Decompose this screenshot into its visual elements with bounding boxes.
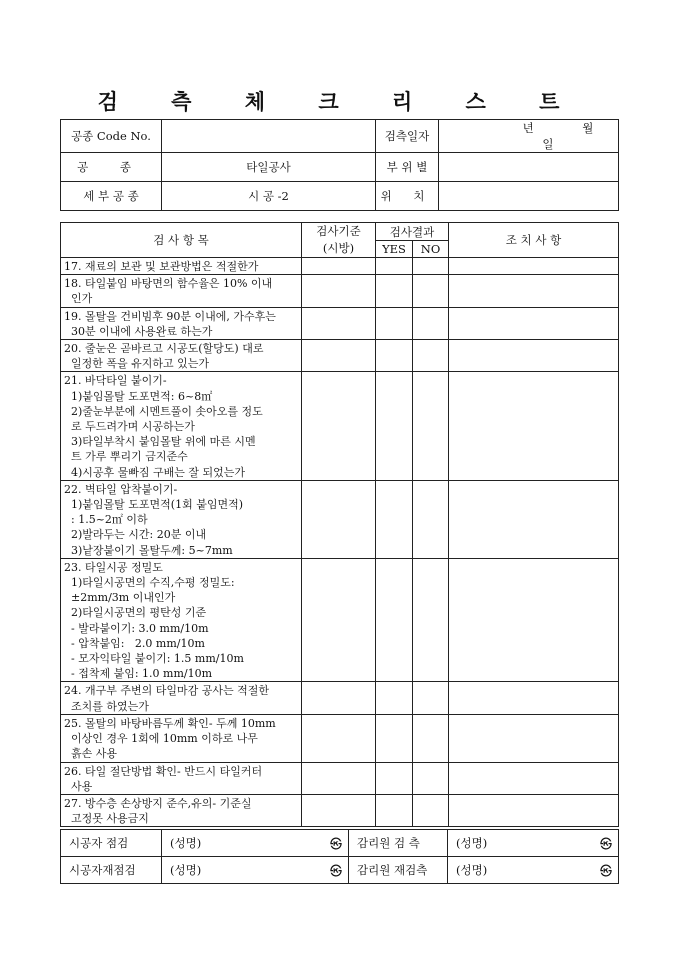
info-table [60, 119, 619, 211]
no-cell[interactable] [413, 258, 449, 275]
work-label: 공 종 [61, 153, 162, 182]
action-cell[interactable] [449, 340, 619, 372]
sign-name-4[interactable]: (성명) [448, 857, 532, 884]
standard-cell[interactable] [302, 794, 376, 826]
standard-cell[interactable] [302, 340, 376, 372]
table-row [61, 558, 619, 682]
yes-cell[interactable] [376, 258, 413, 275]
seal-icon: ㉿ [249, 857, 349, 884]
yes-cell[interactable] [376, 682, 413, 714]
inspection-table [60, 222, 619, 827]
standard-cell[interactable] [302, 275, 376, 307]
no-cell[interactable] [413, 682, 449, 714]
item-line: 20. 줄눈은 곧바르고 시공도(할당도) 대로 [64, 342, 264, 356]
inspection-item [61, 794, 302, 826]
no-cell[interactable] [413, 558, 449, 682]
item-line: 3)낱장붙이기 몰탈두께: 5~7mm [64, 543, 233, 557]
table-row [61, 480, 619, 558]
standard-cell[interactable] [302, 307, 376, 339]
date-label: 검측일자 [376, 120, 439, 153]
no-cell[interactable] [413, 762, 449, 794]
standard-cell[interactable] [302, 258, 376, 275]
inspection-item [61, 372, 302, 480]
month-label: 월 [582, 121, 594, 135]
item-line: - 모자익타일 붙이기: 1.5 mm/10m [64, 652, 244, 666]
item-line: 2)발라두는 시간: 20분 이내 [64, 528, 207, 542]
item-line: - 발라붙이기: 3.0 mm/10m [64, 621, 209, 635]
header-item: 검 사 항 목 [61, 223, 302, 258]
sign-name-2[interactable]: (성명) [448, 830, 532, 857]
yes-cell[interactable] [376, 340, 413, 372]
yes-cell[interactable] [376, 794, 413, 826]
item-line: 사용 [64, 779, 93, 793]
table-row [61, 258, 619, 275]
action-cell[interactable] [449, 682, 619, 714]
yes-cell[interactable] [376, 714, 413, 762]
table-row [61, 714, 619, 762]
header-yes: YES [376, 241, 413, 258]
work-value[interactable]: 타일공사 [162, 153, 376, 182]
item-line: 흙손 사용 [64, 747, 117, 761]
location-value[interactable] [439, 182, 619, 211]
table-row [61, 275, 619, 307]
item-line: 21. 바닥타일 붙이기- [64, 374, 167, 388]
yes-cell[interactable] [376, 307, 413, 339]
inspection-item [61, 340, 302, 372]
yes-cell[interactable] [376, 762, 413, 794]
inspection-item [61, 714, 302, 762]
yes-cell[interactable] [376, 372, 413, 480]
header-standard-2: (시방) [322, 241, 355, 255]
date-value[interactable] [439, 120, 619, 153]
item-line: 4)시공후 물빠짐 구배는 잘 되었는가 [64, 465, 246, 479]
no-cell[interactable] [413, 307, 449, 339]
item-line: 2)줄눈부분에 시멘트풀이 솟아오를 정도 [64, 404, 263, 418]
no-cell[interactable] [413, 372, 449, 480]
item-line: 17. 재료의 보관 및 보관방법은 적절한가 [64, 260, 259, 273]
action-cell[interactable] [449, 275, 619, 307]
no-cell[interactable] [413, 794, 449, 826]
item-line: 1)붙임몰탈 도포면적: 6~8㎡ [64, 389, 213, 403]
no-cell[interactable] [413, 714, 449, 762]
yes-cell[interactable] [376, 275, 413, 307]
seal-icon: ㉿ [532, 857, 619, 884]
yes-cell[interactable] [376, 480, 413, 558]
day-label: 일 [542, 137, 554, 151]
action-cell[interactable] [449, 372, 619, 480]
sign-name-1[interactable]: (성명) [162, 830, 249, 857]
header-action: 조 치 사 항 [449, 223, 619, 258]
action-cell[interactable] [449, 714, 619, 762]
standard-cell[interactable] [302, 762, 376, 794]
header-result: 검사결과 [376, 223, 449, 241]
no-cell[interactable] [413, 275, 449, 307]
item-line: 1)타일시공면의 수직,수평 정밀도: [64, 576, 235, 590]
standard-cell[interactable] [302, 480, 376, 558]
item-line: 조치를 하였는가 [64, 699, 149, 713]
year-label: 년 [522, 121, 534, 135]
sign-label-4: 감리원 재검측 [349, 857, 448, 884]
sign-label-1: 시공자 점검 [61, 830, 162, 857]
item-line: - 압착붙임: 2.0 mm/10m [64, 636, 205, 650]
item-line: 트 가루 뿌리기 금지준수 [64, 450, 188, 464]
table-row [61, 372, 619, 480]
item-line: 24. 개구부 주변의 타일마감 공사는 적절한 [64, 684, 269, 698]
item-line: 23. 타일시공 정밀도 [64, 560, 163, 574]
item-line: : 1.5~2㎡ 이하 [64, 513, 148, 527]
action-cell[interactable] [449, 480, 619, 558]
action-cell[interactable] [449, 307, 619, 339]
header-standard [302, 223, 376, 258]
inspection-item [61, 558, 302, 682]
no-cell[interactable] [413, 480, 449, 558]
standard-cell[interactable] [302, 558, 376, 682]
detail-value[interactable]: 시 공 -2 [162, 182, 376, 211]
sign-label-3: 시공자재점검 [61, 857, 162, 884]
sign-label-2: 감리원 검 측 [349, 830, 448, 857]
inspection-item [61, 275, 302, 307]
code-value[interactable] [162, 120, 376, 153]
item-line: 일정한 폭을 유지하고 있는가 [64, 357, 209, 371]
table-row [61, 307, 619, 339]
item-line: 2)타일시공면의 평탄성 기준 [64, 606, 207, 620]
table-row [61, 682, 619, 714]
table-row [61, 762, 619, 794]
part-label: 부 위 별 [376, 153, 439, 182]
header-standard-1: 검사기준 [316, 224, 361, 238]
code-label: 공종 Code No. [61, 120, 162, 153]
item-line: ±2mm/3m 이내인가 [64, 591, 176, 605]
no-cell[interactable] [413, 340, 449, 372]
seal-icon: ㉿ [532, 830, 619, 857]
inspection-item [61, 258, 302, 275]
table-row [61, 340, 619, 372]
sign-table [60, 829, 619, 884]
action-cell[interactable] [449, 762, 619, 794]
item-line: 25. 몰탈의 바탕바름두께 확인- 두께 10mm [64, 716, 276, 730]
standard-cell[interactable] [302, 372, 376, 480]
item-line: 3)타일부착시 붙임몰탈 위에 마른 시멘 [64, 435, 256, 449]
item-line: 22. 벽타일 압착붙이기- [64, 482, 178, 496]
yes-cell[interactable] [376, 558, 413, 682]
header-no: NO [413, 241, 449, 258]
action-cell[interactable] [449, 258, 619, 275]
action-cell[interactable] [449, 794, 619, 826]
item-line: - 접착제 붙임: 1.0 mm/10m [64, 667, 213, 681]
item-line: 30분 이내에 사용완료 하는가 [64, 324, 213, 338]
item-line: 26. 타일 절단방법 확인- 반드시 타일커터 [64, 764, 263, 778]
location-label: 위 치 [376, 182, 439, 211]
item-line: 로 두드려가며 시공하는가 [64, 420, 195, 434]
detail-label: 세 부 공 종 [61, 182, 162, 211]
page-title: 검 측 체 크 리 스 트 [97, 89, 583, 114]
item-line: 18. 타일붙임 바탕면의 함수율은 10% 이내 [64, 277, 273, 291]
item-line: 1)붙임몰탈 도포면적(1회 붙임면적) [64, 498, 243, 512]
standard-cell[interactable] [302, 682, 376, 714]
item-line: 인가 [64, 292, 93, 306]
inspection-item [61, 762, 302, 794]
item-line: 고정못 사용금지 [64, 812, 149, 826]
inspection-item [61, 682, 302, 714]
table-row [61, 794, 619, 826]
action-cell[interactable] [449, 558, 619, 682]
seal-icon: ㉿ [249, 830, 349, 857]
item-line: 27. 방수층 손상방지 준수,유의- 기준실 [64, 796, 252, 810]
inspection-item [61, 480, 302, 558]
standard-cell[interactable] [302, 714, 376, 762]
item-line: 이상인 경우 1회에 10mm 이하로 나무 [64, 732, 258, 746]
sign-name-3[interactable]: (성명) [162, 857, 249, 884]
inspection-item [61, 307, 302, 339]
part-value[interactable] [439, 153, 619, 182]
item-line: 19. 몰탈을 건비빔후 90분 이내에, 가수후는 [64, 309, 276, 323]
